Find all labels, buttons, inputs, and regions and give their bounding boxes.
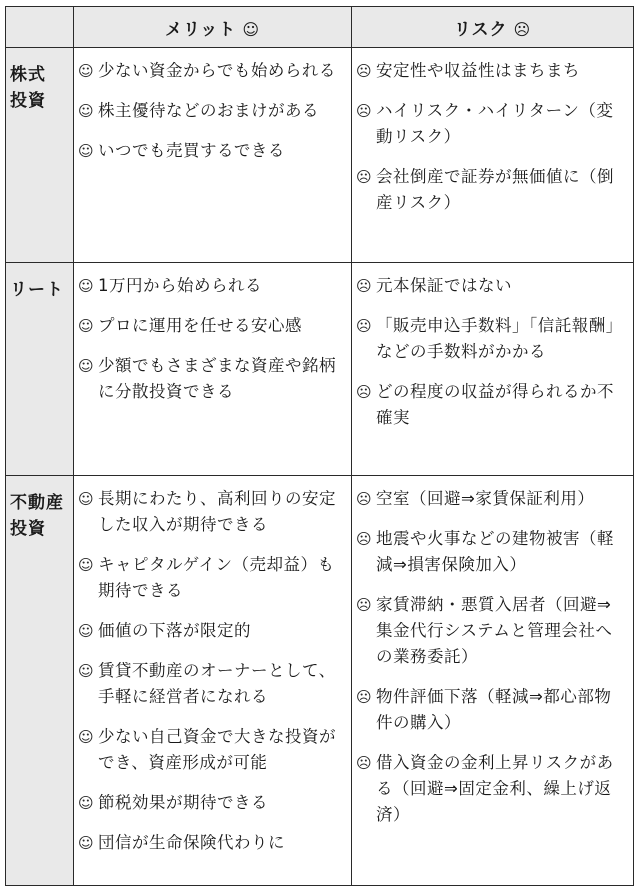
merit-item	[78, 273, 345, 299]
risk-cell	[352, 263, 634, 476]
merit-text: プロに運用を任せる安心感	[98, 316, 302, 335]
frown-icon: ☹	[356, 383, 372, 401]
smile-icon: ☺	[78, 317, 94, 335]
merit-cell	[74, 48, 352, 263]
merit-text: いつでも売買するできる	[98, 141, 285, 160]
risk-item	[356, 379, 627, 431]
risk-text: 借入資金の金利上昇リスクがある（回避⇒固定金利、繰上げ返済）	[376, 753, 614, 824]
merit-item	[78, 790, 345, 816]
risk-cell	[352, 476, 634, 886]
frown-icon: ☹	[356, 530, 372, 548]
header-risk-label: リスク	[453, 19, 508, 40]
smile-icon: ☺	[78, 62, 94, 80]
smile-icon: ☺	[78, 794, 94, 812]
merit-item	[78, 618, 345, 644]
risk-item	[356, 486, 627, 512]
merit-item	[78, 138, 345, 164]
frown-icon: ☹	[356, 596, 372, 614]
smile-icon: ☺	[78, 662, 94, 680]
category-label: 株式 投資	[6, 48, 74, 263]
risk-text: 空室（回避⇒家賃保証利用）	[376, 489, 595, 508]
smile-icon: ☺	[78, 728, 94, 746]
merit-text: 価値の下落が限定的	[98, 621, 251, 640]
merit-text: 1万円から始められる	[98, 276, 262, 295]
smile-icon: ☺	[78, 102, 94, 120]
risk-text: 家賃滞納・悪質入居者（回避⇒集金代行システムと管理会社への業務委託）	[376, 595, 613, 666]
header-corner	[6, 7, 74, 48]
risk-text: どの程度の収益が得られるか不確実	[376, 382, 614, 427]
risk-cell	[352, 48, 634, 263]
risk-item	[356, 98, 627, 150]
merit-text: 少額でもさまざまな資産や銘柄に分散投資できる	[98, 356, 336, 401]
risk-item	[356, 684, 627, 736]
risk-text: 元本保証ではない	[376, 276, 512, 295]
table-row	[6, 476, 634, 886]
smile-icon: ☺	[78, 277, 94, 295]
risk-item	[356, 58, 627, 84]
risk-item	[356, 592, 627, 670]
frown-icon: ☹	[356, 168, 372, 186]
frown-icon: ☹	[356, 754, 372, 772]
merit-risk-table	[5, 6, 634, 886]
merit-item	[78, 658, 345, 710]
table-row	[6, 48, 634, 263]
frown-icon: ☹	[356, 277, 372, 295]
frown-icon: ☹	[513, 19, 532, 39]
header-row	[6, 7, 634, 48]
risk-text: 安定性や収益性はまちまち	[376, 61, 580, 80]
header-merit-label: メリット	[164, 19, 237, 40]
smile-icon: ☺	[78, 142, 94, 160]
merit-item	[78, 486, 345, 538]
category-label: 不動産 投資	[6, 476, 74, 886]
merit-item	[78, 353, 345, 405]
frown-icon: ☹	[356, 688, 372, 706]
merit-text: 節税効果が期待できる	[98, 793, 268, 812]
risk-item	[356, 526, 627, 578]
risk-item	[356, 750, 627, 828]
smile-icon: ☺	[78, 834, 94, 852]
risk-text: 地震や火事などの建物被害（軽減⇒損害保険加入）	[376, 529, 614, 574]
smile-icon: ☺	[78, 556, 94, 574]
header-merit	[74, 7, 352, 48]
smile-icon: ☺	[78, 490, 94, 508]
risk-item	[356, 313, 627, 365]
merit-text: キャピタルゲイン（売却益）も期待できる	[98, 555, 335, 600]
frown-icon: ☹	[356, 62, 372, 80]
merit-cell	[74, 476, 352, 886]
merit-item	[78, 58, 345, 84]
merit-item	[78, 724, 345, 776]
merit-item	[78, 552, 345, 604]
category-label: リート	[6, 263, 74, 476]
merit-text: 少ない資金からでも始められる	[98, 61, 336, 80]
risk-item	[356, 164, 627, 216]
header-risk	[352, 7, 634, 48]
smile-icon: ☺	[78, 622, 94, 640]
merit-item	[78, 98, 345, 124]
merit-item	[78, 830, 345, 856]
merit-item	[78, 313, 345, 339]
merit-text: 長期にわたり、高利回りの安定した収入が期待できる	[98, 489, 336, 534]
merit-text: 少ない自己資金で大きな投資ができ、資産形成が可能	[98, 727, 336, 772]
table-row	[6, 263, 634, 476]
smile-icon: ☺	[242, 19, 260, 39]
merit-cell	[74, 263, 352, 476]
risk-text: 会社倒産で証券が無価値に（倒産リスク）	[376, 167, 614, 212]
frown-icon: ☹	[356, 102, 372, 120]
frown-icon: ☹	[356, 317, 372, 335]
risk-text: 物件評価下落（軽減⇒都心部物件の購入）	[376, 687, 612, 732]
merit-text: 団信が生命保険代わりに	[98, 833, 285, 852]
comparison-table	[5, 6, 633, 886]
risk-item	[356, 273, 627, 299]
merit-text: 賃貸不動産のオーナーとして、手軽に経営者になれる	[98, 661, 336, 706]
merit-text: 株主優待などのおまけがある	[98, 101, 319, 120]
smile-icon: ☺	[78, 357, 94, 375]
frown-icon: ☹	[356, 490, 372, 508]
risk-text: 「販売申込手数料」「信託報酬」などの手数料がかかる	[376, 316, 623, 361]
risk-text: ハイリスク・ハイリターン（変動リスク）	[376, 101, 614, 146]
